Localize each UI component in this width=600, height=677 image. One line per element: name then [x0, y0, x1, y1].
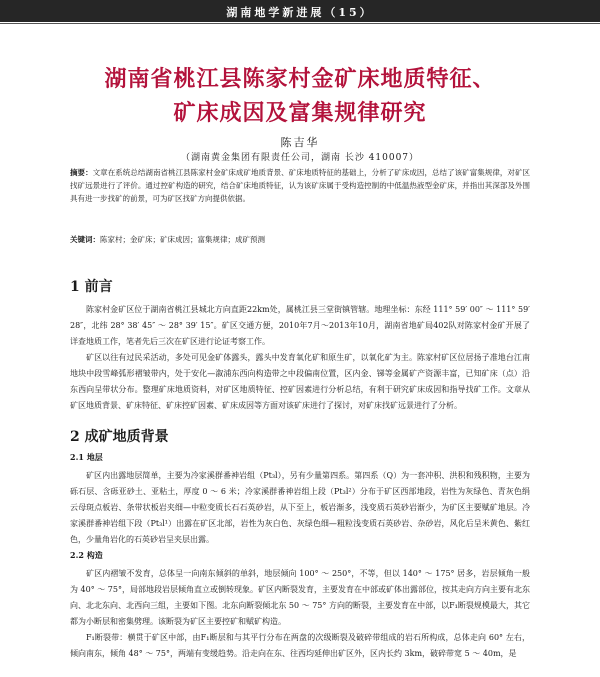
abstract-label: 摘要：: [70, 168, 93, 177]
running-header-band: [0, 0, 600, 22]
paper-title-line-1: 湖南省桃江县陈家村金矿床地质特征、: [104, 66, 496, 92]
author-name: 陈吉华: [280, 136, 320, 149]
running-header-title: 湖南地学新进展（15）: [226, 6, 374, 19]
subsection-2-2-paragraph-2: F₁断裂带：横贯于矿区中部，由F₁断层和与其平行分布在两盘的次级断裂及破碎带组成的岩石所构成，总体走向 60° 左右，倾向南东，倾角 48° ～ 75°，两端有变缓趋势。沿走向在东、往西均延伸出矿区外，区内长约 3km，破碎带宽 5 ～ 40m，是: [70, 633, 530, 658]
section-1-heading: 1 前言: [70, 279, 113, 295]
abstract-text: 文章在系统总结湖南省桃江县陈家村金矿床成矿地质背景、矿床地质特征的基础上，分析了矿床成因，总结了该矿富集规律，对矿区找矿远景进行了评价。通过控矿构造的研究，结合矿床地质特征，认为该矿床属于受构造控制的中低温热液型金矿床，并指出其深部及外围具有进一步找矿的前景，可为矿区找矿方向提供依据。: [70, 168, 530, 203]
subsection-2-2-paragraph-1: 矿区内褶皱不发育，总体呈一向南东倾斜的单斜，地层倾向 100° ～ 250°，不等，但以 140° ～ 175° 居多，岩层倾角一般为 40° ～ 75°，局部地段岩层倾角直立或倒转现象。矿区内断裂发育，主要发育在中部或矿体出露部位，按其走向方向主要有北东向、北北东向、北西向三组，主要如下图。北东向断裂倾北东 50 ～ 75° 方向的断裂，主要发育在中部，以F₁断裂规模最大，其它都为小断层和密集劈理。该断裂为矿区主要控矿和赋矿构造。: [70, 569, 530, 626]
keywords-label: 关键词：: [70, 235, 100, 244]
abstract-block: [70, 166, 530, 205]
subsection-2-2-heading: 2.2 构造: [70, 550, 103, 560]
section-1-paragraph-1: 陈家村金矿区位于湖南省桃江县城北方向直距22km处，属桃江县三堂街镇管辖。地理坐标：东经 111° 59′ 00″ ～ 111° 59′ 28″，北纬 28° 38′ 45″ ～ 28° 39′ 15″。矿区交通方便，2010年7月～2013年10月，湖南省地矿局402队对陈家村金矿开展了详查地质工作，笔者先后三次在矿区进行论证考察工作。: [70, 305, 530, 346]
keywords-block: [70, 233, 530, 246]
section-2-heading: 2 成矿地质背景: [70, 429, 169, 445]
subsection-2-1-heading: 2.1 地层: [70, 452, 103, 462]
author-affiliation: （湖南黄金集团有限责任公司，湖南 长沙 410007）: [180, 153, 420, 163]
subsection-2-1-paragraph: 矿区内出露地层简单，主要为冷家溪群番神岩组（Pt₃l），另有少量第四系。第四系（Q）为一套冲积、洪积和残积物，主要为砾石层、含砾亚砂土、亚粘土，厚度 0 ～ 6 米；冷家溪群番神岩组上段（Pt₃l²）分布于矿区西部地段，岩性为灰绿色、青灰色绢云母斑点板岩、条带状板岩夹细—中粒变质长石石英砂岩，从下至上，板岩渐多，浅变质石英砂岩渐少，为矿区主要赋矿地层。冷家溪群番神岩组下段（Pt₃l¹）出露在矿区北部，岩性为灰白色、灰绿色细—粗粒浅变质石英砂岩、杂砂岩，风化后呈米黄色、紫红色，少量角岩化的石英砂岩呈夹层出露。: [70, 471, 530, 544]
keywords-text: 陈家村；金矿床；矿床成因；富集规律；成矿预测: [100, 235, 265, 244]
header-divider: [0, 23, 600, 24]
section-1-paragraph-2: 矿区以往有过民采活动，多处可见金矿体露头，露头中发育氧化矿和原生矿，以氧化矿为主。陈家村矿区位居扬子准地台江南地块中段雪峰弧形褶皱带内，处于安化—溆浦东西向构造带之中段偏南位置，区内金、锑等金属矿产资源丰富，已知矿床（点）沿东西向呈带状分布。整理矿床地质资料，对矿区地质特征、控矿因素进行分析总结，有利于研究矿床成因和指导找矿工作。文章从矿区地质背景、矿床特征、矿床控矿因素、矿床成因等方面对该矿床进行了探讨，对矿床找矿远景进行了分析。: [70, 353, 530, 410]
paper-title-line-2: 矿床成因及富集规律研究: [173, 100, 427, 126]
